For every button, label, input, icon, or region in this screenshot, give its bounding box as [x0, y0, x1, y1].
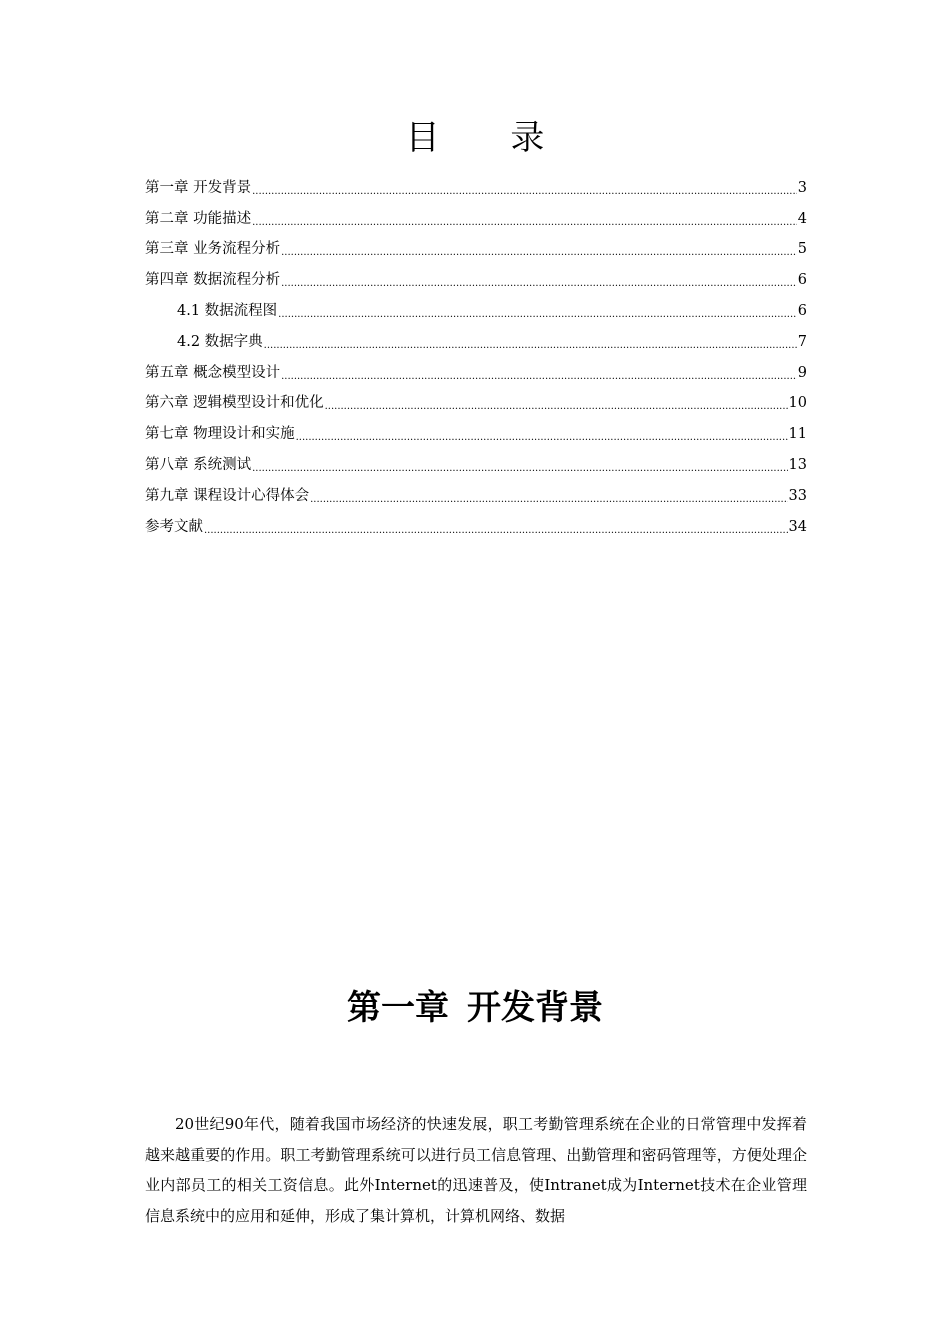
- toc-dot-leader: [252, 173, 797, 203]
- toc-entry[interactable]: [145, 234, 807, 265]
- toc-entry-page: 34: [788, 518, 807, 535]
- toc-entry-page: 3: [797, 179, 807, 196]
- toc-entry[interactable]: [145, 418, 807, 449]
- toc-entry[interactable]: [145, 511, 807, 542]
- toc-dot-leader: [281, 358, 797, 388]
- toc-entry-label: 第二章 功能描述: [145, 210, 252, 227]
- toc-subentry[interactable]: [145, 326, 807, 357]
- toc-entry-page: 7: [797, 333, 807, 350]
- toc-entry[interactable]: [145, 357, 807, 388]
- chapter-heading: [0, 984, 950, 1032]
- toc-entry-page: 10: [788, 395, 807, 412]
- toc-entry[interactable]: [145, 480, 807, 511]
- toc-title: 目 录: [405, 118, 575, 158]
- toc-list: [145, 172, 807, 542]
- toc-entry-label: 第五章 概念模型设计: [145, 364, 281, 381]
- toc-entry[interactable]: [145, 388, 807, 419]
- toc-entry[interactable]: [145, 449, 807, 480]
- toc-entry-page: 6: [797, 272, 807, 289]
- toc-dot-leader: [252, 450, 787, 480]
- toc-entry[interactable]: [145, 203, 807, 234]
- toc-dot-leader: [281, 234, 797, 264]
- toc-entry-page: 11: [788, 426, 807, 443]
- toc-entry-page: 4: [797, 210, 807, 227]
- body-paragraph: 20世纪90年代，随着我国市场经济的快速发展，职工考勤管理系统在企业的日常管理中发挥着越来越重要的作用。职工考勤管理系统可以进行员工信息管理、出勤管理和密码管理等，方便处理企业内部员工的相关工资信息。此外Internet的迅速普及，使Intranet成为Internet技术在企业管理信息系统中的应用和延伸，形成了集计算机，计算机网络、数据: [145, 1115, 807, 1225]
- toc-entry-label: 第六章 逻辑模型设计和优化: [145, 395, 324, 412]
- toc-entry-label: 第九章 课程设计心得体会: [145, 487, 310, 504]
- toc-subentry[interactable]: [145, 295, 807, 326]
- toc-entry-page: 13: [788, 456, 807, 473]
- toc-entry[interactable]: [145, 172, 807, 203]
- toc-entry-label: 4.2 数据字典: [177, 333, 263, 350]
- toc-entry-page: 9: [797, 364, 807, 381]
- toc-entry-page: 6: [797, 302, 807, 319]
- toc-entry-label: 第八章 系统测试: [145, 456, 252, 473]
- toc-entry-label: 参考文献: [145, 518, 203, 535]
- chapter-number: 第一章: [347, 988, 449, 1028]
- toc-dot-leader: [252, 204, 797, 234]
- toc-entry-page: 33: [788, 487, 807, 504]
- toc-dot-leader: [278, 296, 797, 326]
- chapter-name: 开发背景: [467, 988, 603, 1028]
- toc-entry-label: 第四章 数据流程分析: [145, 272, 281, 289]
- toc-entry-label: 第三章 业务流程分析: [145, 241, 281, 258]
- toc-dot-leader: [204, 512, 788, 542]
- toc-dot-leader: [281, 265, 797, 295]
- toc-dot-leader: [325, 388, 788, 418]
- toc-entry-page: 5: [797, 241, 807, 258]
- toc-dot-leader: [264, 327, 797, 357]
- toc-dot-leader: [310, 481, 787, 511]
- toc-entry-label: 第一章 开发背景: [145, 179, 252, 196]
- toc-entry-label: 4.1 数据流程图: [177, 302, 278, 319]
- toc-dot-leader: [296, 419, 788, 449]
- toc-entry-label: 第七章 物理设计和实施: [145, 426, 295, 443]
- toc-entry[interactable]: [145, 264, 807, 295]
